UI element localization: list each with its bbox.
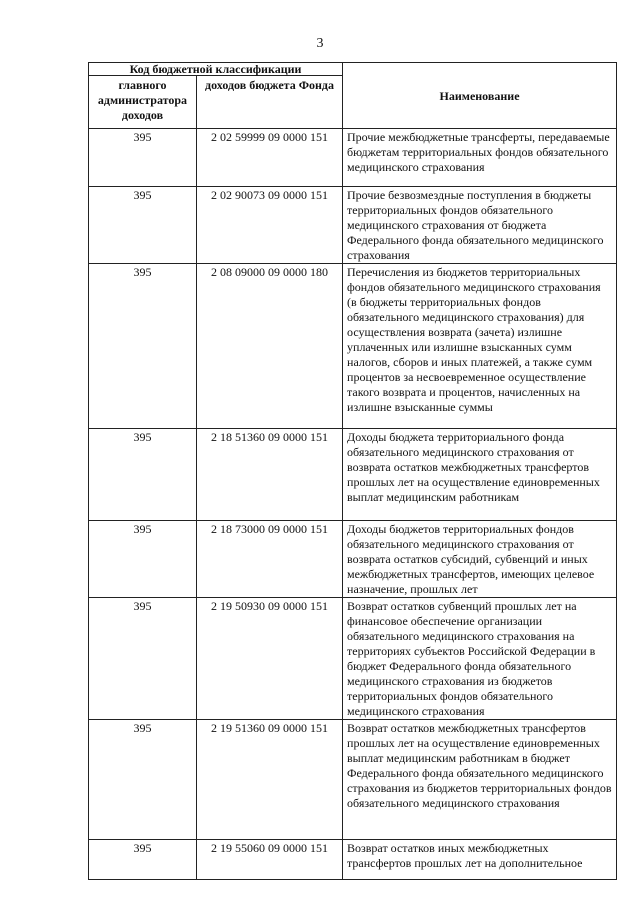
page-bottom-edge xyxy=(0,896,640,905)
header-income: доходов бюджета Фонда xyxy=(197,76,343,129)
admin-code: 395 xyxy=(89,840,197,880)
income-code: 2 18 51360 09 0000 151 xyxy=(197,429,343,521)
admin-code: 395 xyxy=(89,187,197,264)
table-row xyxy=(89,598,617,720)
admin-code: 395 xyxy=(89,598,197,720)
income-code: 2 18 73000 09 0000 151 xyxy=(197,521,343,598)
admin-code: 395 xyxy=(89,720,197,840)
income-code: 2 02 90073 09 0000 151 xyxy=(197,187,343,264)
table-row xyxy=(89,521,617,598)
header-name: Наименование xyxy=(343,63,617,129)
admin-code: 395 xyxy=(89,429,197,521)
admin-code: 395 xyxy=(89,264,197,429)
income-name: Доходы бюджетов территориальных фондов обязательного медицинского страхования от возврата остатков субсидий, субвенций и иных межбюджетных трансфертов, имеющих целевое назначение, прошлых лет xyxy=(343,521,617,598)
income-code: 2 02 59999 09 0000 151 xyxy=(197,129,343,187)
income-code: 2 19 50930 09 0000 151 xyxy=(197,598,343,720)
income-name: Возврат остатков межбюджетных трансфертов прошлых лет на осуществление единовременных выплат медицинским работникам в бюджет Федерального фонда обязательного медицинского страхования из бюджетов территориальных фондов обязательного медицинского страхования xyxy=(343,720,617,840)
table-row xyxy=(89,720,617,840)
table-row xyxy=(89,187,617,264)
income-name: Перечисления из бюджетов территориальных фондов обязательного медицинского страхования (в бюджеты территориальных фондов обязательного медицинского страхования) для осуществления возврата (зачета) излишне уплаченных или излишне взысканных сумм налогов, сборов и иных платежей, а также сумм процентов за несвоевременное осуществление такого возврата и процентов, начисленных на излишне взысканные суммы xyxy=(343,264,617,429)
budget-classification-table xyxy=(88,62,617,880)
admin-code: 395 xyxy=(89,521,197,598)
income-name: Прочие безвозмездные поступления в бюджеты территориальных фондов обязательного медицинского страхования от бюджета Федерального фонда обязательного медицинского страхования xyxy=(343,187,617,264)
income-name: Прочие межбюджетные трансферты, передаваемые бюджетам территориальных фондов обязательного медицинского страхования xyxy=(343,129,617,187)
income-name: Возврат остатков иных межбюджетных трансфертов прошлых лет на дополнительное xyxy=(343,840,617,880)
header-group-label: Код бюджетной классификации xyxy=(89,63,343,76)
table-row xyxy=(89,129,617,187)
table-row xyxy=(89,840,617,880)
table-row xyxy=(89,264,617,429)
page-number: 3 xyxy=(316,36,324,51)
income-name: Возврат остатков субвенций прошлых лет на финансовое обеспечение организации обязательного медицинского страхования на территориях субъектов Российской Федерации в бюджет Федерального фонда обязательного медицинского страхования из бюджетов территориальных фондов обязательного медицинского страхования xyxy=(343,598,617,720)
admin-code: 395 xyxy=(89,129,197,187)
income-code: 2 19 51360 09 0000 151 xyxy=(197,720,343,840)
income-code: 2 19 55060 09 0000 151 xyxy=(197,840,343,880)
table-row xyxy=(89,429,617,521)
income-code: 2 08 09000 09 0000 180 xyxy=(197,264,343,429)
income-name: Доходы бюджета территориального фонда обязательного медицинского страхования от возврата остатков межбюджетных трансфертов прошлых лет на осуществление единовременных выплат медицинским работникам xyxy=(343,429,617,521)
header-admin: главного администратора доходов xyxy=(89,76,197,129)
